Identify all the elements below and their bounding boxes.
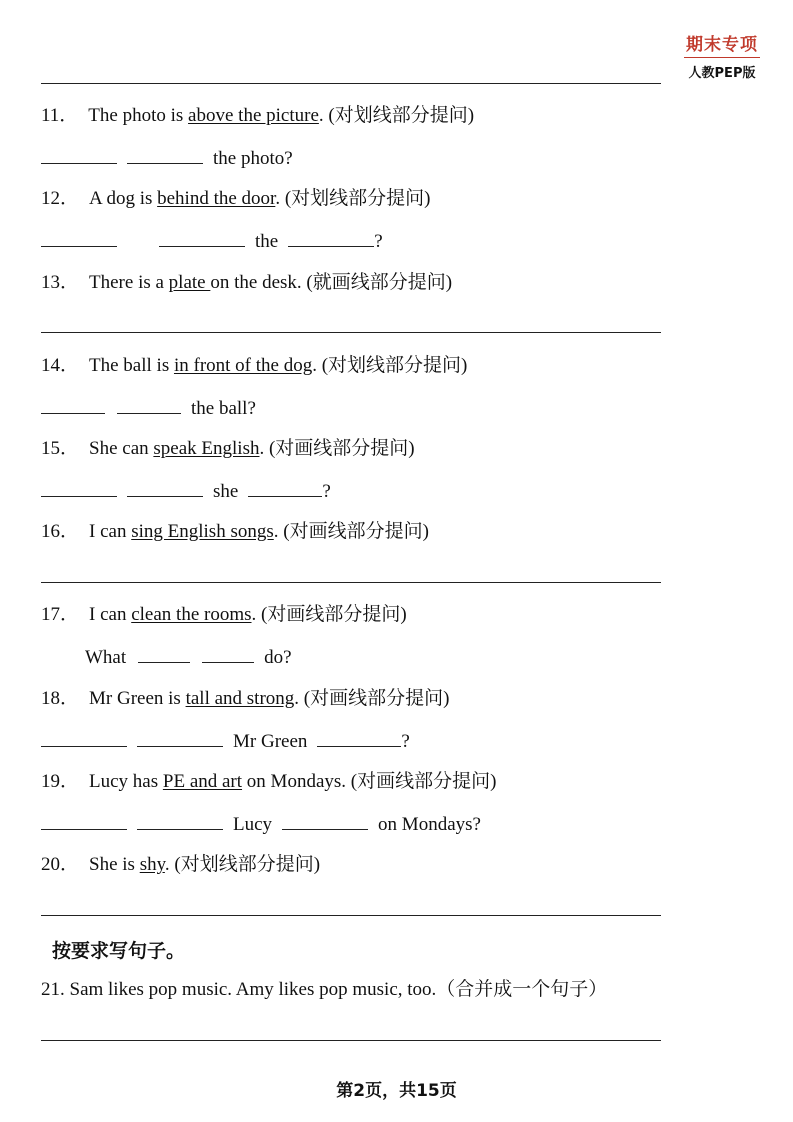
question-13: 13． There is a plate on the desk. (就画线部分提问)	[41, 272, 453, 293]
underlined-phrase: in front of the dog	[173, 355, 313, 376]
underlined-phrase: sing English songs	[131, 521, 274, 542]
answer-11: the photo?	[41, 147, 293, 170]
underlined-phrase: behind the door	[157, 188, 276, 209]
badge-title: 期末专项	[684, 30, 760, 58]
answer-blank[interactable]	[202, 646, 254, 663]
answer-blank[interactable]	[41, 397, 105, 414]
answer-blank[interactable]	[41, 813, 127, 830]
badge-subtitle: 人教PEP版	[688, 66, 756, 81]
answer-blank[interactable]	[41, 147, 117, 164]
question-18: 18． Mr Green is tall and strong. (对画线部分提问)	[41, 688, 450, 709]
answer-14: the ball?	[41, 397, 256, 420]
answer-line-16[interactable]	[41, 582, 661, 583]
answer-blank[interactable]	[137, 813, 223, 830]
section-title: 按要求写句子。	[52, 940, 186, 962]
question-21: 21. Sam likes pop music. Amy likes pop music, too.（合并成一个句子）	[41, 979, 608, 1000]
answer-line-20[interactable]	[41, 915, 661, 916]
answer-blank[interactable]	[159, 230, 245, 247]
question-number: 18．	[41, 688, 80, 709]
answer-17: What do?	[85, 647, 292, 668]
answer-19: Lucy on Mondays?	[41, 813, 481, 836]
answer-blank[interactable]	[117, 397, 181, 414]
question-12: 12． A dog is behind the door. (对划线部分提问)	[41, 188, 431, 209]
answer-blank[interactable]	[138, 646, 190, 663]
answer-blank[interactable]	[127, 480, 203, 497]
underlined-phrase: clean the rooms	[131, 604, 252, 625]
publisher-badge	[684, 30, 760, 81]
question-number: 19．	[41, 771, 80, 792]
answer-line-13[interactable]	[41, 332, 661, 333]
answer-blank[interactable]	[41, 230, 117, 247]
answer-blank[interactable]	[248, 480, 322, 497]
underlined-phrase: speak English	[153, 438, 260, 459]
answer-12: the ?	[41, 230, 383, 253]
question-16: 16． I can sing English songs. (对画线部分提问)	[41, 521, 429, 542]
question-number: 11．	[41, 105, 79, 126]
question-number: 15．	[41, 438, 80, 459]
underlined-phrase: above the picture	[188, 105, 319, 126]
answer-blank[interactable]	[127, 147, 203, 164]
question-number: 13．	[41, 272, 80, 293]
answer-line-21[interactable]	[41, 1040, 661, 1041]
question-number: 12．	[41, 188, 80, 209]
answer-18: Mr Green ?	[41, 730, 410, 753]
answer-blank[interactable]	[41, 480, 117, 497]
answer-blank[interactable]	[317, 730, 401, 747]
question-number: 16．	[41, 521, 80, 542]
question-20: 20． She is shy. (对划线部分提问)	[41, 854, 321, 875]
question-number: 20．	[41, 854, 80, 875]
answer-blank[interactable]	[41, 730, 127, 747]
question-11: 11． The photo is above the picture. (对划线部分提问)	[41, 105, 475, 126]
underlined-phrase: plate	[168, 272, 211, 293]
question-19: 19． Lucy has PE and art on Mondays. (对画线部分提问)	[41, 771, 497, 792]
question-17: 17． I can clean the rooms. (对画线部分提问)	[41, 604, 407, 625]
page-footer: 第2页，共15页	[336, 1081, 457, 1101]
underlined-phrase: PE and art	[162, 771, 243, 792]
answer-blank[interactable]	[288, 230, 374, 247]
answer-15: she ?	[41, 480, 331, 503]
answer-blank[interactable]	[137, 730, 223, 747]
underlined-phrase: shy	[139, 854, 165, 875]
question-14: 14． The ball is in front of the dog. (对划线部分提问)	[41, 355, 468, 376]
answer-blank[interactable]	[282, 813, 368, 830]
question-number: 14．	[41, 355, 80, 376]
question-15: 15． She can speak English. (对画线部分提问)	[41, 438, 415, 459]
answer-line-top	[41, 83, 661, 84]
question-number: 17．	[41, 604, 80, 625]
underlined-phrase: tall and strong	[185, 688, 295, 709]
